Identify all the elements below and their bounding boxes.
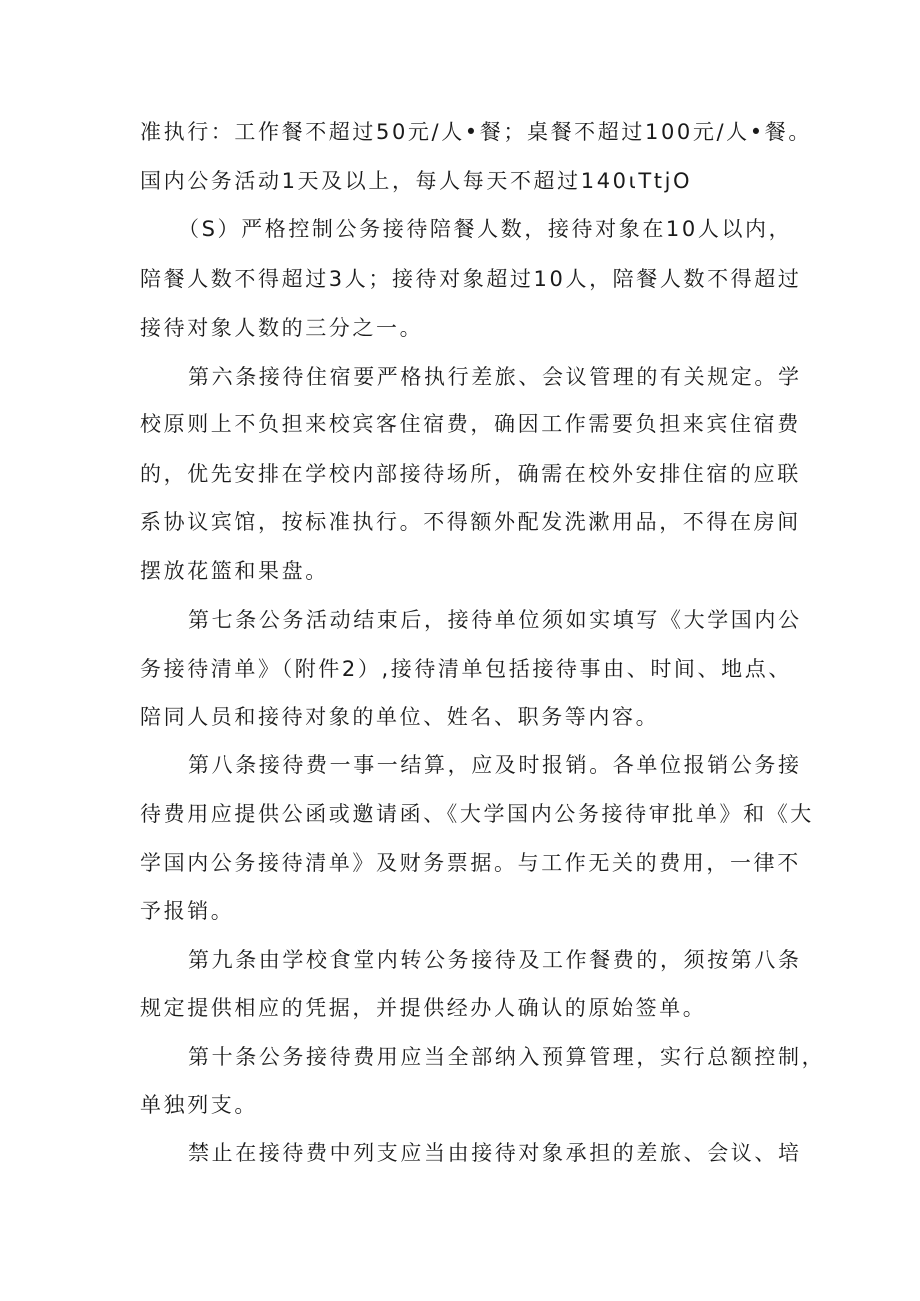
text-line: 规定提供相应的凭据，并提供经办人确认的原始签单。 bbox=[140, 996, 707, 1020]
text-line: 陪同人员和接待对象的单位、姓名、职务等内容。 bbox=[140, 705, 660, 729]
text-line: 国内公务活动1天及以上，每人每天不超过140ιTtjO bbox=[140, 169, 693, 193]
text-line: 第六条接待住宿要严格执行差旅、会议管理的有关规定。学 bbox=[188, 365, 802, 389]
text-line: 务接待清单》（附件2）,接待清单包括接待事由、时间、地点、 bbox=[140, 657, 792, 681]
text-line: 摆放花篮和果盘。 bbox=[140, 559, 329, 583]
text-line: 禁止在接待费中列支应当由接待对象承担的差旅、会议、培 bbox=[188, 1141, 802, 1165]
text-line: 学国内公务接待清单》及财务票据。与工作无关的费用，一律不 bbox=[140, 851, 801, 875]
text-line: 接待对象人数的三分之一。 bbox=[140, 316, 424, 340]
text-line: 陪餐人数不得超过3人；接待对象超过10人，陪餐人数不得超过 bbox=[140, 267, 802, 291]
text-line: （S）严格控制公务接待陪餐人数，接待对象在10人以内， bbox=[178, 217, 793, 241]
text-line: 单独列支。 bbox=[140, 1093, 258, 1117]
text-line: 予报销。 bbox=[140, 899, 235, 923]
text-line: 第七条公务活动结束后，接待单位须如实填写《大学国内公 bbox=[188, 608, 802, 632]
text-line: 准执行：工作餐不超过50元/人•餐；桌餐不超过100元/人•餐。 bbox=[140, 120, 812, 144]
text-line: 的，优先安排在学校内部接待场所，确需在校外安排住宿的应联 bbox=[140, 462, 801, 486]
text-line: 校原则上不负担来校宾客住宿费，确因工作需要负担来宾住宿费 bbox=[140, 412, 801, 436]
text-line: 待费用应提供公函或邀请函、《大学国内公务接待审批单》和《大 bbox=[140, 802, 814, 826]
text-line: 系协议宾馆，按标准执行。不得额外配发洗漱用品，不得在房间 bbox=[140, 510, 801, 534]
text-line: 第九条由学校食堂内转公务接待及工作餐费的，须按第八条 bbox=[188, 948, 802, 972]
text-line: 第十条公务接待费用应当全部纳入预算管理，实行总额控制， bbox=[188, 1045, 826, 1069]
text-line: 第八条接待费一事一结算，应及时报销。各单位报销公务接 bbox=[188, 753, 802, 777]
